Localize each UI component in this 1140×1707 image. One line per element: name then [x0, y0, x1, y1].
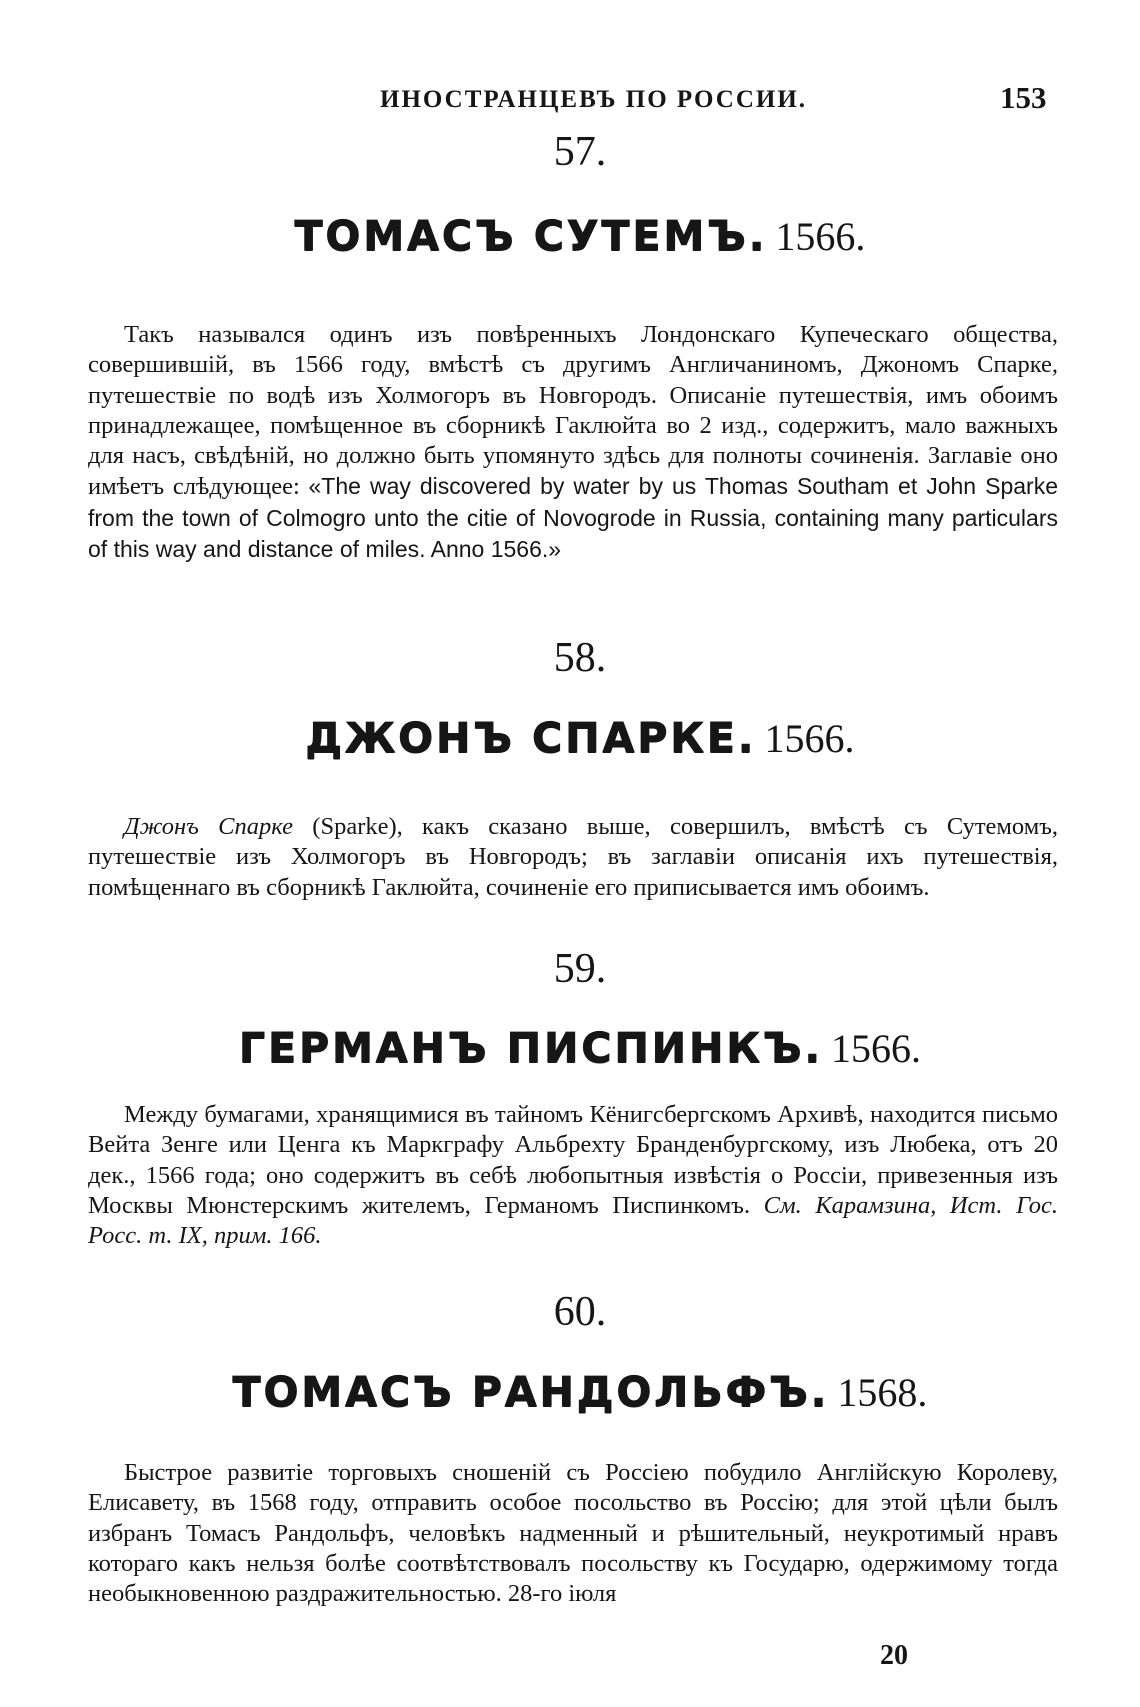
- section-paragraph: [88, 320, 1058, 565]
- section-title-year: 1568.: [837, 1370, 928, 1415]
- paragraph-italic-name: Джонъ Спарке: [124, 813, 293, 840]
- signature-mark: 20: [880, 1640, 908, 1671]
- section-number: 57.: [553, 129, 607, 175]
- section-paragraph: [88, 1458, 1058, 1609]
- section-number: 58.: [553, 635, 607, 681]
- section-title-name: ТОМАСЪ РАНДОЛЬФЪ.: [232, 1368, 830, 1416]
- paragraph-text: Между бумагами, хранящимися въ тайномъ Кёнигсбергскомъ Архивѣ, находится письмо Вейта Зенге или Ценга къ Маркграфу Альбрехту Бранденбургскому, изъ Любека, отъ 20 дек., 1566 года; оно содержитъ въ себѣ любопытныя извѣстія о Россіи, привезенныя изъ Москвы Мюнстерскимъ жителемъ, Германомъ Писпинкомъ.: [88, 1101, 1058, 1219]
- section-title: [10, 1024, 1140, 1072]
- section-title: [10, 212, 1140, 260]
- paragraph-text: Быстрое развитіе торговыхъ сношеній съ Россіею побудило Англійскую Королеву, Елисавету, въ 1568 году, отправить особое посольство въ Россію; для этой цѣли былъ избранъ Томасъ Рандольфъ, человѣкъ надменный и рѣшительный, неукротимый нравъ котораго какъ нельзя болѣе соотвѣтствовалъ посольству къ Государю, одержимому тогда необыкновенною раздражительностью. 28-го іюля: [88, 1459, 1058, 1608]
- section-title-name: ДЖОНЪ СПАРКЕ.: [305, 714, 757, 762]
- paragraph-text: Такъ назывался одинъ изъ повѣренныхъ Лондонскаго Купеческаго общества, совершившій, въ 1566 году, вмѣстѣ съ другимъ Англичаниномъ, Джономъ Спарке, путешествіе по водѣ изъ Холмогоръ въ Новгородъ. Описаніе путешествія, имъ обоимъ принадлежащее, помѣщенное въ сборникѣ Гаклюйта во 2 изд., содержитъ, мало важныхъ для насъ, свѣдѣній, но должно быть упомянуто здѣсь для полноты сочиненія. Заглавіе оно имѣетъ слѣдующее:: [88, 321, 1058, 501]
- section-number: 59.: [553, 946, 607, 992]
- section-paragraph: [88, 1100, 1058, 1251]
- section-title-name: ТОМАСЪ СУТЕМЪ.: [294, 212, 768, 260]
- running-head: ИНОСТРАНЦЕВЪ ПО РОССИИ.: [380, 86, 808, 113]
- section-title-year: 1566.: [764, 716, 855, 761]
- section-paragraph: [88, 812, 1058, 903]
- paragraph-latin-quote: «The way discovered by water by us Thomas Southam et John Sparke from the town of Colmogro unto the citie of Novogrode in Russia, containing many particulars of this way and distance of miles. Anno 1566.»: [88, 473, 1058, 563]
- section-number: 60.: [553, 1289, 607, 1335]
- section-title: [10, 714, 1140, 762]
- section-title-name: ГЕРМАНЪ ПИСПИНКЪ.: [238, 1024, 824, 1072]
- paragraph-text: (Sparke), какъ сказано выше, совершилъ, вмѣстѣ съ Сутемомъ, путешествіе изъ Холмогоръ въ Новгородъ; въ заглавіи описанія ихъ путешествія, помѣщеннаго въ сборникѣ Гаклюйта, сочиненіе его приписывается имъ обоимъ.: [88, 813, 1058, 901]
- section-title: [10, 1368, 1140, 1416]
- section-title-year: 1566.: [775, 214, 866, 259]
- section-title-year: 1566.: [831, 1026, 922, 1071]
- page-number: 153: [1000, 80, 1047, 115]
- paragraph-reference: См. Карамзина, Ист. Гос. Росс. т. IX, прим. 166.: [88, 1191, 1059, 1250]
